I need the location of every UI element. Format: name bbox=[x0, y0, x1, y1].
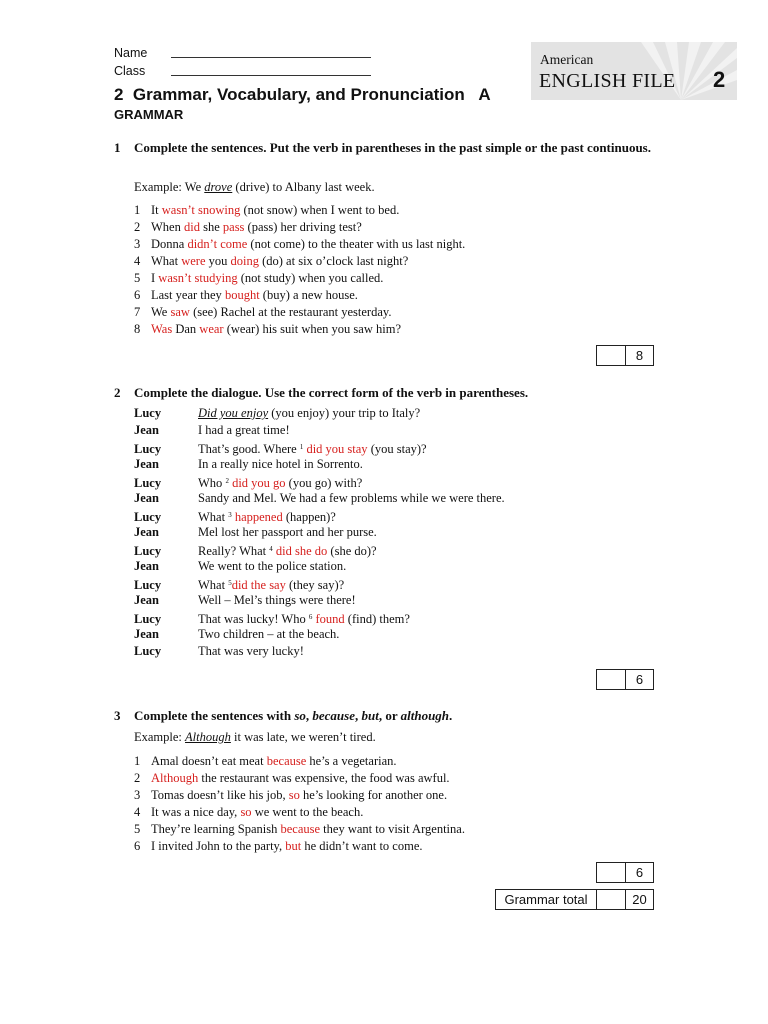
line-text: (they say)? bbox=[285, 578, 345, 592]
item-text: Donna bbox=[151, 237, 188, 251]
separator: , or bbox=[378, 708, 401, 723]
answer-text[interactable]: did the say bbox=[231, 578, 286, 592]
line-text: (find) them? bbox=[344, 612, 410, 626]
english-file-logo bbox=[531, 42, 737, 100]
list-item bbox=[134, 304, 465, 321]
item-number: 5 bbox=[134, 822, 141, 836]
item-text: It was a nice day, bbox=[151, 805, 241, 819]
answer-text[interactable]: saw bbox=[170, 305, 190, 319]
q2-score-box bbox=[596, 669, 654, 690]
line-text: That was lucky! Who bbox=[198, 612, 309, 626]
answer-text[interactable]: didn’t come bbox=[187, 237, 248, 251]
item-text: (do) at six o’clock last night? bbox=[258, 254, 409, 268]
line-text: Two children – at the beach. bbox=[198, 627, 340, 641]
speaker-name: Lucy bbox=[134, 510, 162, 524]
q1-number: 1 bbox=[114, 140, 121, 155]
q2-score-input[interactable] bbox=[597, 670, 626, 689]
grammar-total-max: 20 bbox=[632, 892, 647, 907]
logo-level: 2 bbox=[713, 67, 726, 92]
speaker-name: Jean bbox=[134, 627, 159, 641]
item-text: Last year they bbox=[151, 288, 225, 302]
keyword: so bbox=[294, 708, 306, 723]
answer-text[interactable]: were bbox=[181, 254, 206, 268]
speaker-name: Lucy bbox=[134, 442, 162, 456]
list-item bbox=[134, 253, 465, 270]
item-text: (see) Rachel at the restaurant yesterday. bbox=[189, 305, 392, 319]
q1-list bbox=[134, 202, 465, 338]
speaker-name: Lucy bbox=[134, 406, 162, 420]
item-text: he didn’t want to come. bbox=[301, 839, 423, 853]
name-line[interactable] bbox=[171, 46, 371, 58]
answer-text[interactable]: so bbox=[288, 788, 300, 802]
q1-instruction bbox=[114, 139, 654, 156]
line-text: I had a great time! bbox=[198, 423, 290, 437]
speaker-name: Lucy bbox=[134, 644, 162, 658]
line-text: (she do)? bbox=[327, 544, 377, 558]
name-field bbox=[114, 46, 371, 60]
dialogue-line bbox=[134, 422, 505, 439]
line-text: That’s good. Where bbox=[198, 442, 300, 456]
dialogue-line bbox=[134, 405, 505, 422]
q1-example bbox=[134, 180, 375, 195]
logo-english-file: ENGLISH FILE bbox=[539, 70, 676, 92]
item-text: (buy) a new house. bbox=[259, 288, 358, 302]
item-number: 1 bbox=[134, 754, 141, 768]
item-text: we went to the beach. bbox=[251, 805, 364, 819]
q3-score-max: 6 bbox=[635, 865, 644, 880]
q3-example-answer: Although bbox=[185, 730, 231, 744]
keyword: because bbox=[312, 708, 355, 723]
item-number: 3 bbox=[134, 237, 141, 251]
line-text: In a really nice hotel in Sorrento. bbox=[198, 457, 363, 471]
answer-text[interactable]: did she do bbox=[272, 544, 328, 558]
gap-number: 1 bbox=[299, 443, 304, 451]
q3-instruction bbox=[114, 707, 654, 724]
q3-example-post: it was late, we weren’t tired. bbox=[230, 730, 376, 744]
answer-text[interactable]: did you go bbox=[228, 476, 286, 490]
q1-score-max: 8 bbox=[635, 348, 644, 363]
list-item bbox=[134, 321, 465, 338]
item-text: she bbox=[199, 220, 223, 234]
q2-score-max: 6 bbox=[635, 672, 644, 687]
item-number: 3 bbox=[134, 788, 141, 802]
item-text: I invited John to the party, bbox=[151, 839, 286, 853]
logo-american: American bbox=[540, 52, 594, 67]
item-text: (not come) to the theater with us last night. bbox=[247, 237, 466, 251]
keyword: but bbox=[361, 708, 379, 723]
dialogue-line bbox=[134, 626, 505, 643]
list-item bbox=[134, 770, 465, 787]
item-text: he’s looking for another one. bbox=[299, 788, 448, 802]
list-item bbox=[134, 287, 465, 304]
keyword: although bbox=[400, 708, 450, 723]
list-item bbox=[134, 753, 465, 770]
q2-number: 2 bbox=[114, 385, 121, 400]
dialogue-line bbox=[134, 541, 505, 558]
dialogue-line bbox=[134, 524, 505, 541]
item-text: they want to visit Argentina. bbox=[320, 822, 465, 836]
answer-text[interactable]: wasn’t snowing bbox=[161, 203, 241, 217]
line-text: Mel lost her passport and her purse. bbox=[198, 525, 377, 539]
item-number: 6 bbox=[134, 288, 141, 302]
line-text: What bbox=[198, 510, 229, 524]
grammar-total-box bbox=[495, 889, 654, 910]
q1-score-input[interactable] bbox=[597, 346, 626, 365]
gap-number: 3 bbox=[228, 511, 232, 519]
q2-dialogue bbox=[134, 405, 505, 660]
speaker-name: Jean bbox=[134, 423, 159, 437]
list-item bbox=[134, 821, 465, 838]
item-text: What bbox=[151, 254, 182, 268]
line-text: Sandy and Mel. We had a few problems while we were there. bbox=[198, 491, 505, 505]
speaker-name: Lucy bbox=[134, 544, 162, 558]
speaker-name: Lucy bbox=[134, 578, 162, 592]
q3-number: 3 bbox=[114, 708, 121, 723]
q3-text-pre: Complete the sentences with bbox=[134, 708, 295, 723]
item-text: Dan bbox=[172, 322, 200, 336]
dialogue-line bbox=[134, 507, 505, 524]
answer-text[interactable]: happened bbox=[231, 510, 283, 524]
item-number: 4 bbox=[134, 805, 141, 819]
q1-example-post: (drive) to Albany last week. bbox=[232, 180, 375, 194]
answer-text[interactable]: pass bbox=[222, 220, 245, 234]
dialogue-line bbox=[134, 575, 505, 592]
separator: , bbox=[354, 708, 362, 723]
dialogue-line bbox=[134, 592, 505, 609]
line-text: Who bbox=[198, 476, 226, 490]
speaker-name: Jean bbox=[134, 559, 159, 573]
answer-text[interactable]: Was bbox=[151, 322, 173, 336]
item-text: (not snow) when I went to bed. bbox=[240, 203, 400, 217]
answer-text[interactable]: did you stay bbox=[303, 442, 368, 456]
class-field bbox=[114, 64, 371, 78]
line-text: (you enjoy) your trip to Italy? bbox=[268, 406, 421, 420]
item-number: 2 bbox=[134, 220, 141, 234]
q2-instruction bbox=[114, 384, 654, 401]
line-text: (happen)? bbox=[282, 510, 336, 524]
gap-number: 6 bbox=[308, 613, 313, 621]
q2-text: Complete the dialogue. Use the correct form of the verb in parentheses. bbox=[134, 385, 529, 400]
class-line[interactable] bbox=[171, 64, 371, 76]
answer-text[interactable]: Although bbox=[151, 771, 199, 785]
dialogue-line bbox=[134, 558, 505, 575]
item-text: the restaurant was expensive, the food was awful. bbox=[198, 771, 450, 785]
answer-text[interactable]: wear bbox=[199, 322, 224, 336]
list-item bbox=[134, 236, 465, 253]
dialogue-line bbox=[134, 609, 505, 626]
item-text: We bbox=[151, 305, 171, 319]
gap-number: 5 bbox=[228, 579, 232, 587]
grammar-total-label: Grammar total bbox=[496, 890, 597, 909]
q3-score-input[interactable] bbox=[597, 863, 626, 882]
line-text: What bbox=[198, 578, 229, 592]
dialogue-line bbox=[134, 490, 505, 507]
line-text: (you go) with? bbox=[285, 476, 363, 490]
gap-number: 4 bbox=[269, 545, 273, 553]
q1-example-answer: drove bbox=[204, 180, 233, 194]
answer-text[interactable]: because bbox=[266, 754, 307, 768]
speaker-name: Jean bbox=[134, 457, 159, 471]
speaker-name: Lucy bbox=[134, 476, 162, 490]
dialogue-line bbox=[134, 456, 505, 473]
line-text: Well – Mel’s things were there! bbox=[198, 593, 356, 607]
answer-text[interactable]: doing bbox=[230, 254, 259, 268]
q3-text bbox=[134, 707, 654, 724]
list-item bbox=[134, 804, 465, 821]
dialogue-line bbox=[134, 643, 505, 660]
dialogue-line bbox=[134, 439, 505, 456]
list-item bbox=[134, 202, 465, 219]
line-text: (you stay)? bbox=[367, 442, 427, 456]
answer-text[interactable]: bought bbox=[224, 288, 260, 302]
separator: , bbox=[305, 708, 313, 723]
item-number: 8 bbox=[134, 322, 141, 336]
line-text: That was very lucky! bbox=[198, 644, 304, 658]
item-text: Tomas doesn’t like his job, bbox=[151, 788, 289, 802]
item-text: he’s a vegetarian. bbox=[306, 754, 397, 768]
list-item bbox=[134, 838, 465, 855]
q3-example-pre: Example: bbox=[134, 730, 186, 744]
dialogue-line bbox=[134, 473, 505, 490]
item-text: They’re learning Spanish bbox=[151, 822, 281, 836]
separator: . bbox=[449, 708, 453, 723]
item-text: (pass) her driving test? bbox=[244, 220, 362, 234]
item-number: 7 bbox=[134, 305, 141, 319]
answer-text[interactable]: wasn’t studying bbox=[158, 271, 238, 285]
item-number: 1 bbox=[134, 203, 141, 217]
item-text: It bbox=[151, 203, 162, 217]
item-number: 4 bbox=[134, 254, 141, 268]
item-text: (not study) when you called. bbox=[237, 271, 384, 285]
item-number: 5 bbox=[134, 271, 141, 285]
class-label: Class bbox=[114, 64, 146, 78]
list-item bbox=[134, 219, 465, 236]
q3-list bbox=[134, 753, 465, 855]
item-text: Amal doesn’t eat meat bbox=[151, 754, 267, 768]
speaker-name: Lucy bbox=[134, 612, 162, 626]
gap-number: 2 bbox=[225, 477, 229, 485]
speaker-name: Jean bbox=[134, 491, 159, 505]
item-text: (wear) his suit when you saw him? bbox=[223, 322, 401, 336]
item-text: I bbox=[151, 271, 159, 285]
answer-text[interactable]: found bbox=[312, 612, 345, 626]
list-item bbox=[134, 270, 465, 287]
line-text: Really? What bbox=[198, 544, 270, 558]
item-text: When bbox=[151, 220, 184, 234]
item-text: you bbox=[205, 254, 231, 268]
answer-text[interactable]: did bbox=[183, 220, 200, 234]
grammar-total-input[interactable] bbox=[597, 890, 626, 909]
list-item bbox=[134, 787, 465, 804]
speaker-name: Jean bbox=[134, 593, 159, 607]
line-text: We went to the police station. bbox=[198, 559, 347, 573]
q1-example-pre: Example: We bbox=[134, 180, 205, 194]
section-title: GRAMMAR bbox=[114, 107, 184, 122]
speaker-name: Jean bbox=[134, 525, 159, 539]
page-title: 2 Grammar, Vocabulary, and Pronunciation A bbox=[114, 85, 491, 104]
answer-text[interactable]: because bbox=[280, 822, 321, 836]
q1-score-box bbox=[596, 345, 654, 366]
item-number: 2 bbox=[134, 771, 141, 785]
q3-example bbox=[134, 730, 376, 745]
q3-score-box bbox=[596, 862, 654, 883]
name-label: Name bbox=[114, 46, 148, 60]
answer-text[interactable]: so bbox=[240, 805, 252, 819]
answer-text[interactable]: but bbox=[285, 839, 302, 853]
q1-text: Complete the sentences. Put the verb in parentheses in the past simple or the past continuous. bbox=[134, 140, 651, 155]
example-answer: Did you enjoy bbox=[198, 406, 269, 420]
item-number: 6 bbox=[134, 839, 141, 853]
